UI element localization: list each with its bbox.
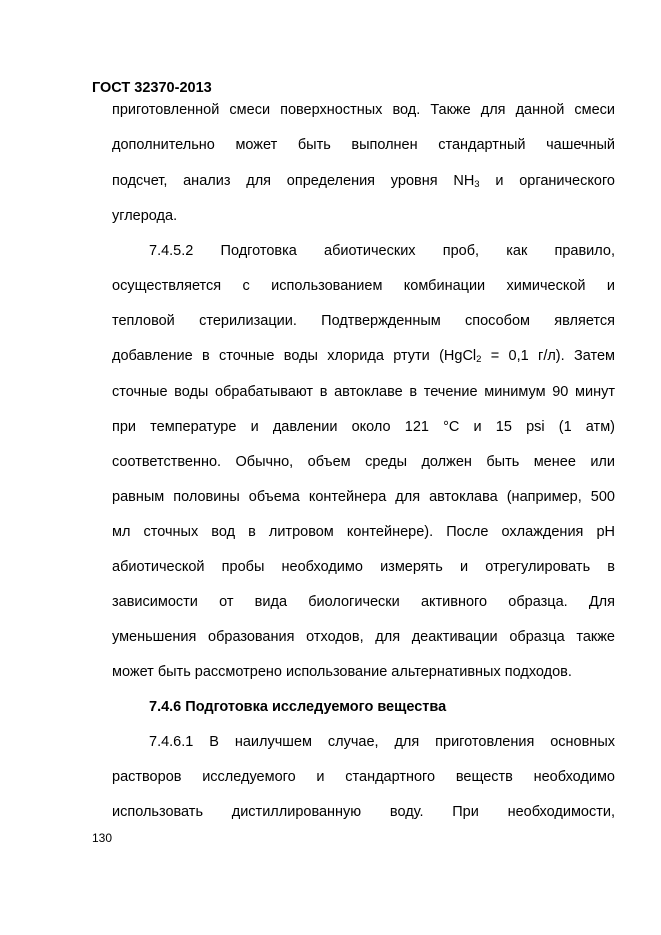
text-line: при температуре и давлении около 121 °C и 15 psi (1 атм) (112, 419, 615, 435)
text-line: мл сточных вод в литровом контейнере). После охлаждения pH (112, 524, 615, 540)
text-line: соответственно. Обычно, объем среды должен быть менее или (112, 454, 615, 470)
text-fragment: и органического (479, 173, 615, 189)
subscript: 3 (474, 179, 480, 190)
text-fragment: добавление в сточные воды хлорида ртути (HgCl (112, 348, 477, 364)
text-line: абиотической пробы необходимо измерять и отрегулировать в (112, 559, 615, 575)
text-line (112, 346, 615, 366)
text-fragment: = 0,1 г/л). Затем (481, 348, 615, 364)
text-line: приготовленной смеси поверхностных вод. Также для данной смеси (112, 102, 615, 118)
paragraph-start-line: 7.4.6.1 В наилучшем случае, для приготовления основных (149, 734, 615, 750)
text-line: сточные воды обрабатывают в автоклаве в течение минимум 90 минут (112, 384, 615, 400)
text-line: равным половины объема контейнера для автоклава (например, 500 (112, 489, 615, 505)
text-line: углерода. (112, 208, 178, 224)
section-heading: 7.4.6 Подготовка исследуемого вещества (149, 699, 447, 715)
subscript: 2 (476, 354, 482, 365)
text-line: осуществляется с использованием комбинации химической и (112, 278, 615, 294)
text-line: растворов исследуемого и стандартного веществ необходимо (112, 769, 615, 785)
document-header: ГОСТ 32370-2013 (92, 80, 212, 96)
text-fragment: подсчет, анализ для определения уровня NH (112, 173, 475, 189)
paragraph-start-line: 7.4.5.2 Подготовка абиотических проб, как правило, (149, 243, 615, 259)
text-line: использовать дистиллированную воду. При необходимости, (112, 804, 615, 820)
text-line: дополнительно может быть выполнен стандартный чашечный (112, 137, 615, 153)
text-line (112, 171, 615, 191)
text-line: уменьшения образования отходов, для деактивации образца также (112, 629, 615, 645)
text-line: зависимости от вида биологически активного образца. Для (112, 594, 615, 610)
text-line: может быть рассмотрено использование альтернативных подходов. (112, 664, 572, 680)
text-line: тепловой стерилизации. Подтвержденным способом является (112, 313, 615, 329)
page-number: 130 (92, 831, 113, 845)
